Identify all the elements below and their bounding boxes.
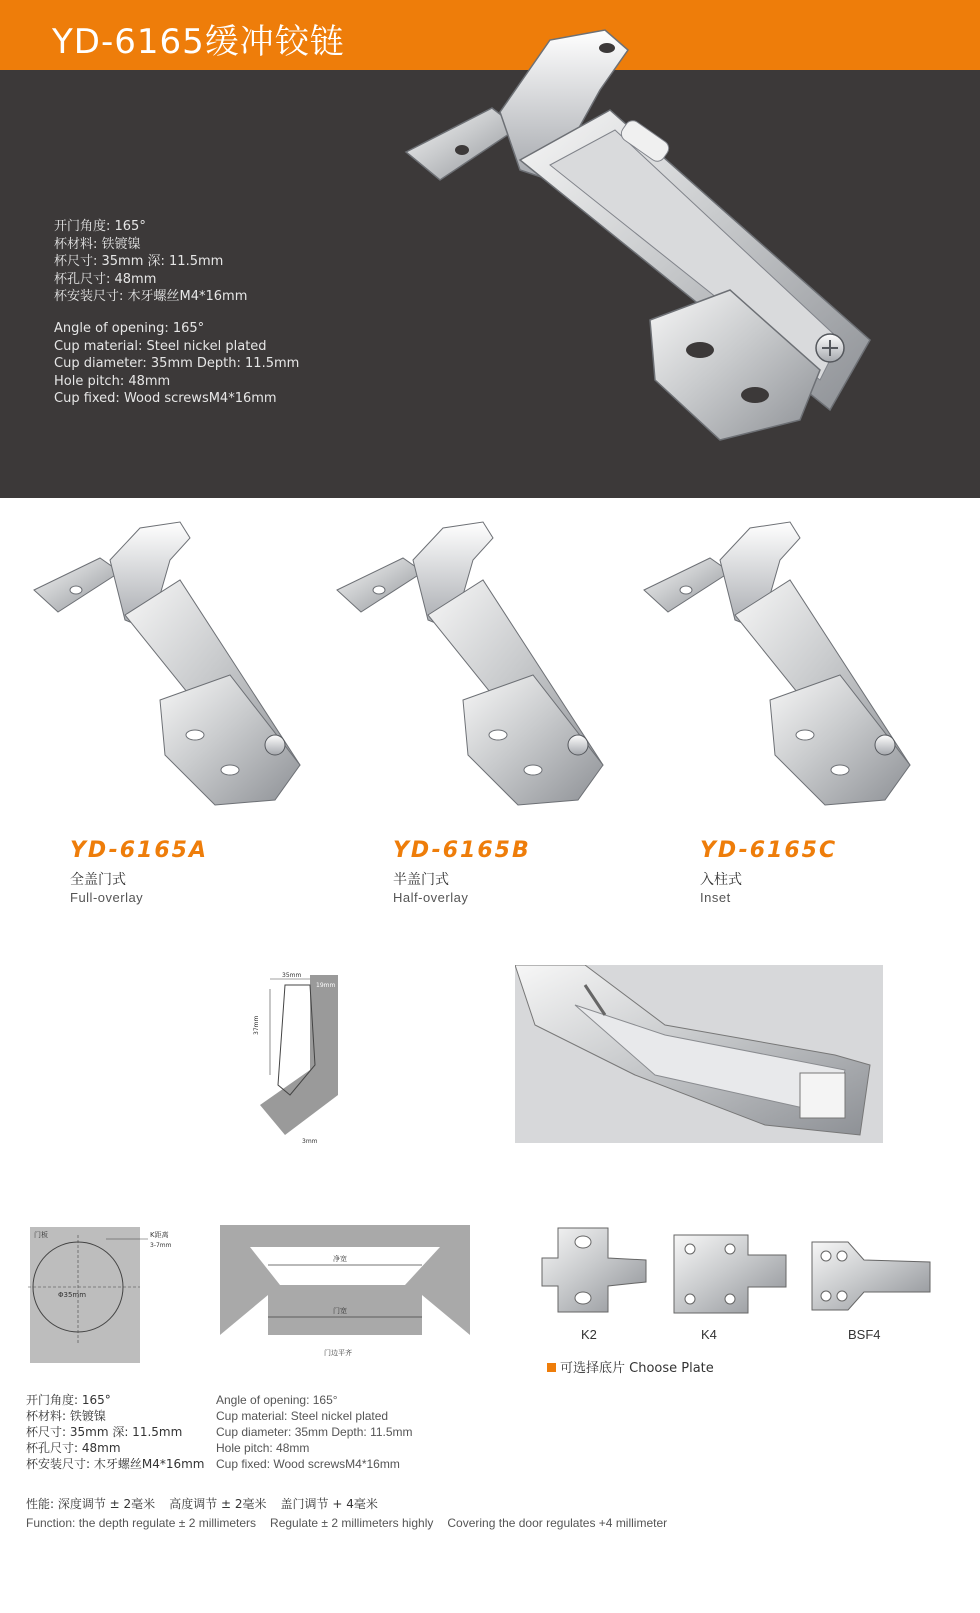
door-width-label: 门宽 bbox=[333, 1307, 347, 1315]
installation-diagram bbox=[240, 965, 370, 1145]
dia-label: Φ35mm bbox=[58, 1291, 87, 1299]
variant-a bbox=[70, 838, 370, 905]
plate-bsf4-image bbox=[808, 1232, 938, 1317]
dim-label: 37mm bbox=[253, 1015, 260, 1035]
spec-line: Cup fixed: Wood screwsM4*16mm bbox=[54, 391, 277, 406]
choose-plate-note bbox=[547, 1357, 714, 1376]
flush-door-diagram bbox=[220, 1225, 470, 1360]
function-en-part: Covering the door regulates +4 millimeter bbox=[447, 1516, 668, 1530]
function-cn-part: 高度调节 ± 2毫米 bbox=[169, 1497, 267, 1511]
plate-label-k2: K2 bbox=[581, 1327, 597, 1342]
hero-specs-en bbox=[54, 320, 299, 408]
drilling-diagram bbox=[28, 1225, 188, 1365]
page-title: YD-6165缓冲铰链 bbox=[52, 22, 345, 62]
variant-c bbox=[700, 838, 980, 905]
spec-line: Hole pitch: 48mm bbox=[216, 1441, 310, 1455]
spec-line: 开门角度: 165° bbox=[54, 219, 146, 234]
spec-line: Cup diameter: 35mm Depth: 11.5mm bbox=[216, 1425, 413, 1439]
function-cn-part: 盖门调节 + 4毫米 bbox=[280, 1497, 378, 1511]
net-width-label: 净宽 bbox=[333, 1255, 347, 1263]
spec-line: 杯材料: 铁镀镍 bbox=[26, 1409, 106, 1423]
function-cn-part: 性能: 深度调节 ± 2毫米 bbox=[26, 1497, 156, 1511]
spec-line: Hole pitch: 48mm bbox=[54, 373, 171, 389]
variant-model: YD-6165C bbox=[700, 838, 838, 863]
variant-name-cn: 入柱式 bbox=[700, 872, 742, 888]
spec-line: 杯孔尺寸: 48mm bbox=[26, 1441, 121, 1455]
damper-closeup-photo bbox=[515, 965, 883, 1143]
spec-line: 杯材料: 铁镀镍 bbox=[54, 236, 141, 252]
hero-hinge-image bbox=[400, 20, 940, 460]
spec-line: Cup material: Steel nickel plated bbox=[216, 1409, 389, 1423]
k-label: K距离 bbox=[150, 1231, 169, 1239]
variant-name-cn: 半盖门式 bbox=[393, 872, 449, 888]
hero-specs-cn bbox=[54, 218, 247, 306]
dim-label: 35mm bbox=[282, 972, 302, 979]
spec-line: Cup fixed: Wood screwsM4*16mm bbox=[216, 1457, 400, 1471]
spec-line: 杯尺寸: 35mm 深: 11.5mm bbox=[26, 1425, 183, 1439]
bullet-square-icon bbox=[547, 1363, 556, 1372]
spec-line: 杯安装尺寸: 木牙螺丝M4*16mm bbox=[26, 1457, 205, 1471]
spec-line: Cup diameter: 35mm Depth: 11.5mm bbox=[54, 356, 300, 371]
variant-c-image bbox=[640, 520, 930, 810]
spec-line: 杯安装尺寸: 木牙螺丝M4*16mm bbox=[54, 289, 248, 304]
variant-a-image bbox=[30, 520, 320, 810]
variant-model: YD-6165A bbox=[70, 838, 208, 863]
bottom-specs-en bbox=[216, 1392, 413, 1472]
plate-label-k4: K4 bbox=[701, 1327, 717, 1342]
function-en-part: Function: the depth regulate ± 2 millimeters bbox=[26, 1516, 257, 1530]
plate-k4-image bbox=[668, 1225, 793, 1320]
function-cn bbox=[26, 1495, 378, 1512]
function-en bbox=[26, 1516, 667, 1530]
variant-model: YD-6165B bbox=[393, 838, 531, 863]
variant-name-en: Half-overlay bbox=[393, 890, 469, 905]
variant-name-en: Full-overlay bbox=[70, 890, 144, 905]
board-label: 门板 bbox=[34, 1231, 48, 1239]
plate-k2-image bbox=[538, 1220, 658, 1320]
plate-label-bsf4: BSF4 bbox=[848, 1327, 881, 1342]
function-en-part: Regulate ± 2 millimeters highly bbox=[270, 1516, 434, 1530]
spec-line: 杯孔尺寸: 48mm bbox=[54, 271, 157, 287]
spec-line: 杯尺寸: 35mm 深: 11.5mm bbox=[54, 254, 224, 269]
dim-label: 3mm bbox=[302, 1138, 318, 1145]
choose-plate-text: 可选择底片 Choose Plate bbox=[560, 1361, 714, 1376]
dim-label: 19mm bbox=[316, 982, 336, 989]
bottom-specs-cn bbox=[26, 1392, 205, 1472]
spec-line: Cup material: Steel nickel plated bbox=[54, 338, 267, 354]
spec-line: 开门角度: 165° bbox=[26, 1393, 111, 1407]
spec-line: Angle of opening: 165° bbox=[54, 321, 205, 336]
variant-name-cn: 全盖门式 bbox=[70, 872, 126, 888]
variant-name-en: Inset bbox=[700, 890, 731, 905]
variant-b-image bbox=[333, 520, 623, 810]
variant-b bbox=[393, 838, 693, 905]
flush-label: 门边平齐 bbox=[324, 1349, 352, 1357]
k-range: 3-7mm bbox=[150, 1242, 172, 1249]
spec-line: Angle of opening: 165° bbox=[216, 1393, 338, 1407]
